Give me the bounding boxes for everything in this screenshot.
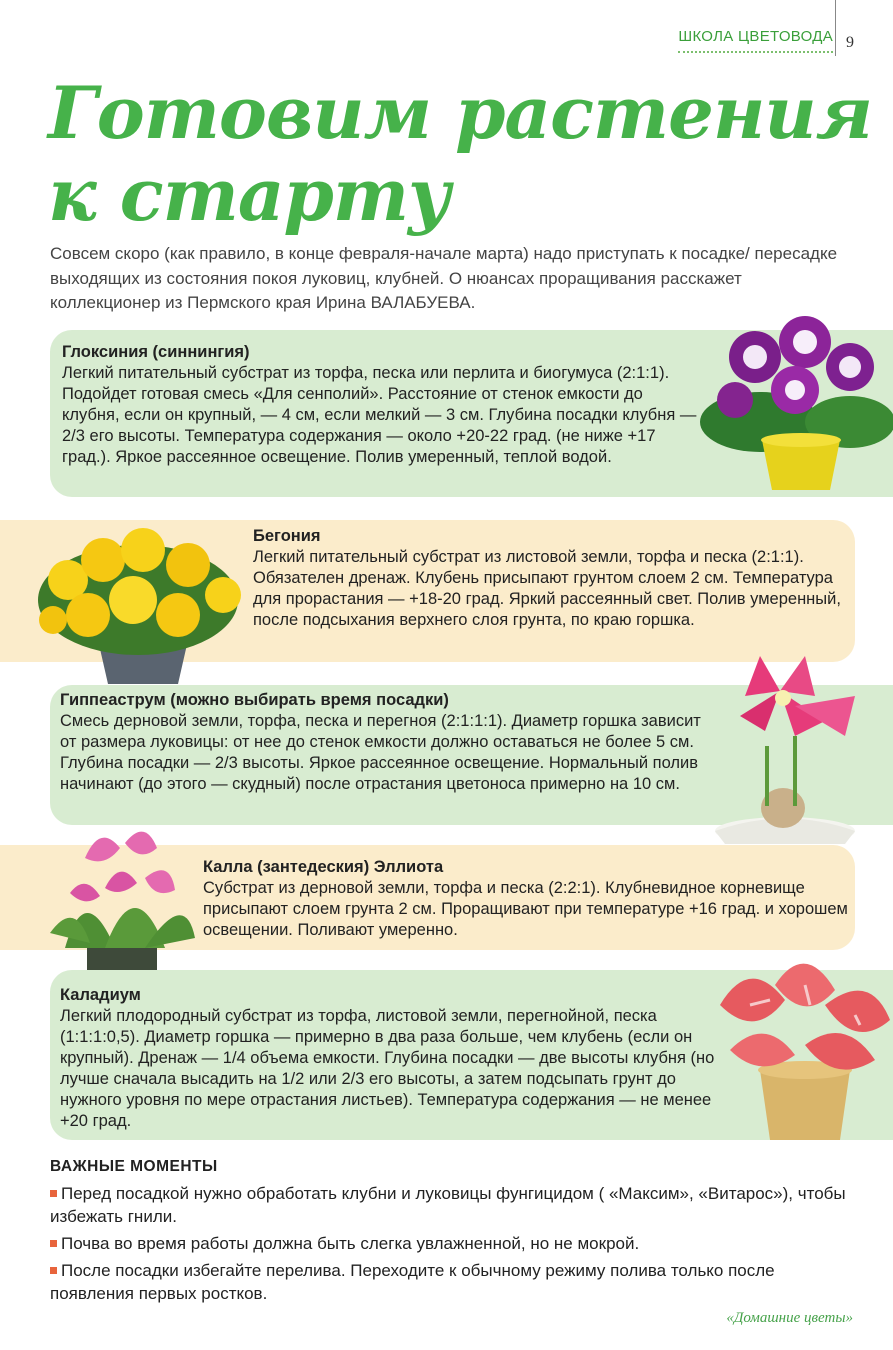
caladium-photo — [710, 945, 893, 1140]
plant-name: Глоксиния (синнингия) — [62, 343, 250, 361]
header-divider — [835, 0, 836, 56]
notes-item — [50, 1232, 860, 1255]
bullet-icon — [50, 1190, 57, 1197]
title-line-2: к старту — [48, 152, 451, 237]
plant-name: Каладиум — [60, 986, 141, 1004]
gloxinia-photo — [700, 312, 893, 494]
plant-description: Легкий плодородный субстрат из торфа, листовой земли, перегнойной, песка (1:1:1:0,5). Диаметр горшка — примерно в два раза больше, чем клубень (если он крупный). Дренаж — 1/4 объема емкости. Глубина посадки — две высоты клубня (но лучше сначала высадить на 1/2 или 2/3 его высоты, а затем подсыпать грунт до нужного уровня по мере отрастания листьев). Температура содержания — не менее +20 град. — [60, 1007, 715, 1130]
notes-item — [50, 1259, 860, 1305]
plant-description: Легкий питательный субстрат из торфа, песка или перлита и биогумуса (2:1:1). Подойдет готовая смесь «Для сенполий». Расстояние от стенок емкости до клубня, если он крупный, — 4 см, если мелкий — 3 см. Глубина посадки клубня — 2/3 его высоты. Температура содержания — около +20-22 град. (не ниже +17 град.). Яркое рассеянное освещение. Полив умеренный, теплой водой. — [62, 364, 697, 466]
notes-heading: ВАЖНЫЕ МОМЕНТЫ — [50, 1158, 218, 1175]
notes-item-text: После посадки избегайте перелива. Переходите к обычному режиму полива только после появления первых ростков. — [50, 1261, 775, 1303]
bullet-icon — [50, 1240, 57, 1247]
title-line-1: Готовим растения — [48, 70, 873, 155]
notes-item — [50, 1182, 860, 1228]
plant-description: Легкий питательный субстрат из листовой земли, торфа и песка (2:1:1). Обязателен дренаж. Клубень присыпают грунтом слоем 2 см. Температура для прорастания — +18-20 град. Яркий рассеянный свет. Полив умеренный, после подсыхания верхнего слоя грунта, по краю горшка. — [253, 548, 841, 629]
notes-item-text: Перед посадкой нужно обработать клубни и луковицы фунгицидом ( «Максим», «Витарос»), чтобы избежать гнили. — [50, 1184, 846, 1226]
calla-photo — [45, 818, 200, 970]
important-notes — [50, 1158, 860, 1309]
page-number: 9 — [846, 34, 854, 51]
notes-item-text: Почва во время работы должна быть слегка увлажненной, но не мокрой. — [61, 1234, 640, 1253]
plant-name: Калла (зантедеския) Эллиота — [203, 858, 444, 876]
notes-list — [50, 1182, 860, 1305]
plant-name: Гиппеаструм (можно выбирать время посадки) — [60, 691, 449, 709]
bullet-icon — [50, 1267, 57, 1274]
plant-description: Субстрат из дерновой земли, торфа и песка (2:2:1). Клубневидное корневище присыпают слоем грунта 2 см. Проращивают при температуре +16 град. и хорошем освещении. Поливают умеренно. — [203, 879, 848, 939]
lead-paragraph: Совсем скоро (как правило, в конце февраля-начале марта) надо приступать к посадке/ пересадке выходящих из состояния покоя луковиц, клубней. О нюансах проращивания расскажет коллекционер из Пермского края Ирина ВАЛАБУЕВА. — [50, 244, 838, 312]
plant-description: Смесь дерновой земли, торфа, песка и перегноя (2:1:1:1). Диаметр горшка зависит от размера луковицы: от нее до стенок емкости должно оставаться не более 5 см. Глубина посадки — 2/3 высоты. Яркое рассеянное освещение. Нормальный полив начинают (до этого — скудный) после отрастания цветоноса примерно на 10 см. — [60, 712, 701, 793]
magazine-footer: «Домашние цветы» — [726, 1310, 853, 1326]
section-label: ШКОЛА ЦВЕТОВОДА — [678, 28, 833, 53]
hippeastrum-photo — [705, 636, 865, 844]
plant-name: Бегония — [253, 527, 321, 545]
page-title — [48, 72, 872, 236]
begonia-photo — [28, 520, 248, 684]
